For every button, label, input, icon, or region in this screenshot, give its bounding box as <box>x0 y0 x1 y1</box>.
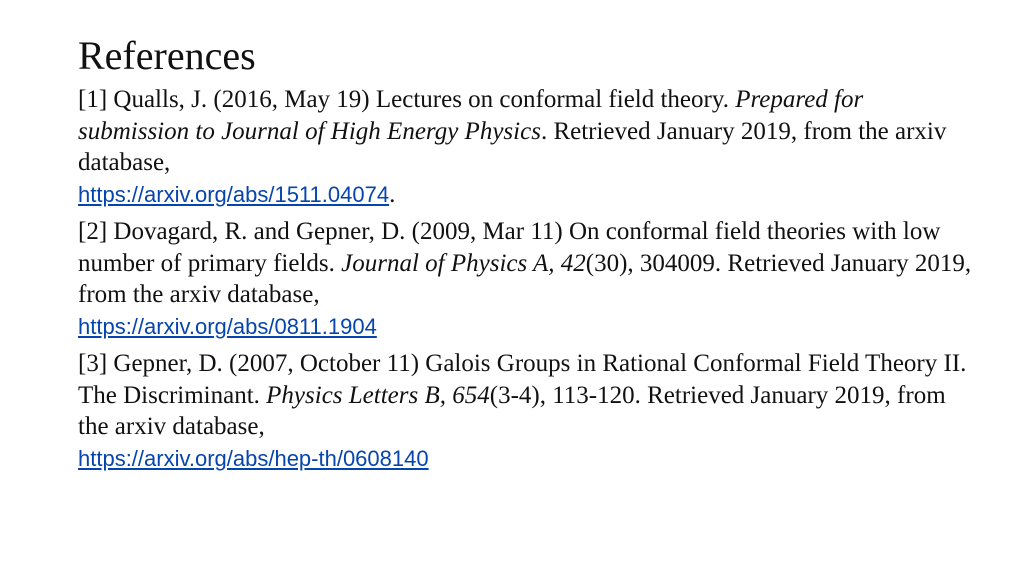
reference-link-1[interactable]: https://arxiv.org/abs/1511.04074 <box>78 181 390 207</box>
page-title: References <box>78 33 256 78</box>
reference-journal: Journal of Physics A, 42 <box>341 249 586 277</box>
reference-text: (30), 304009. Retrieved January 2019, from the arxiv database, <box>78 249 972 308</box>
reference-list <box>78 84 978 474</box>
reference-text: [2] Dovagard, R. and Gepner, D. (2009, Mar 11) On conformal field theories with low number of primary fields. <box>78 218 941 277</box>
reference-3 <box>78 348 978 474</box>
reference-link-2[interactable]: https://arxiv.org/abs/0811.1904 <box>78 313 377 339</box>
reference-end: . <box>389 180 396 208</box>
reference-2 <box>78 216 978 342</box>
reference-text: . Retrieved January 2019, from the arxiv database, <box>78 117 947 176</box>
reference-text: [3] Gepner, D. (2007, October 11) Galois Groups in Rational Conformal Field Theory II. The Discriminant. <box>78 350 967 409</box>
slide <box>78 32 978 480</box>
reference-text: [1] Qualls, J. (2016, May 19) Lectures on conformal field theory. <box>78 86 736 113</box>
reference-link-3[interactable]: https://arxiv.org/abs/hep-th/0608140 <box>78 445 429 471</box>
reference-text: (3-4), 113-120. Retrieved January 2019, from the arxiv database, <box>78 381 946 440</box>
reference-journal: Prepared for submission to Journal of High Energy Physics <box>78 86 864 145</box>
reference-1 <box>78 84 978 210</box>
reference-journal: Physics Letters B, 654 <box>266 381 490 409</box>
